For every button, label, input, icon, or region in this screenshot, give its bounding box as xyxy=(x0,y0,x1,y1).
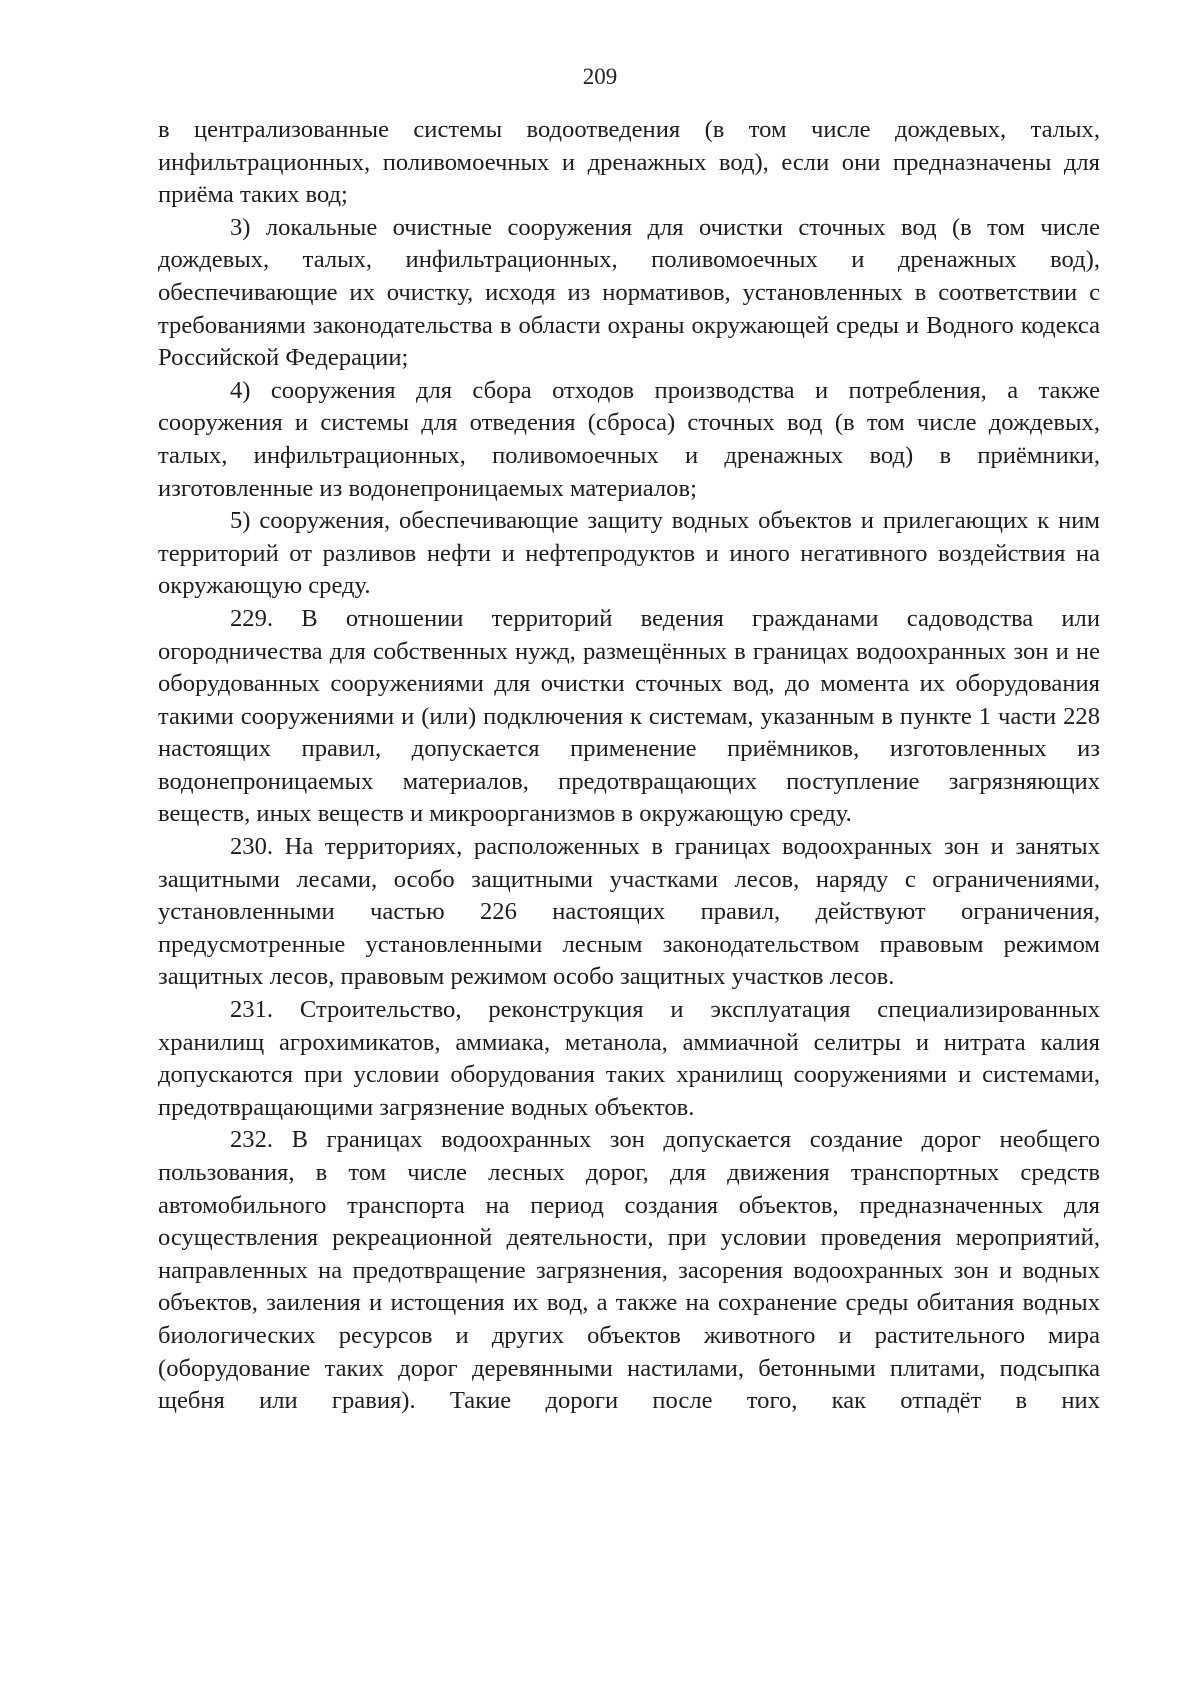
document-body xyxy=(158,114,1100,1418)
paragraph-item-4: 4) сооружения для сбора отходов производства и потребления, а также сооружения и системы для отведения (сброса) сточных вод (в том числе дождевых, талых, инфильтрационных, поливомоечных и дренажных вод) в приёмники, изготовленные из водонепроницаемых материалов; xyxy=(158,376,1100,502)
paragraph-231: 231. Строительство, реконструкция и эксплуатация специализированных хранилищ агрохимикатов, аммиака, метанола, аммиачной селитры и нитрата калия допускаются при условии оборудования таких хранилищ сооружениями и системами, предотвращающими загрязнение водных объектов. xyxy=(158,996,1100,1121)
paragraph-232: 232. В границах водоохранных зон допускается создание дорог необщего пользования, в том числе лесных дорог, для движения транспортных средств автомобильного транспорта на период создания объектов, предназначенных для осуществления рекреационной деятельности, при условии проведения мероприятий, направленных на предотвращение загрязнения, засорения водоохранных зон и водных объектов, заиления и истощения их вод, а также на сохранение среды обитания водных биологических ресурсов и других объектов животного и растительного мира (оборудование таких дорог деревянными настилами, бетонными плитами, подсыпка щебня или гравия). Такие дороги после того, как отпадёт в них xyxy=(158,1126,1100,1415)
paragraph-continuation: в централизованные системы водоотведения (в том числе дождевых, талых, инфильтрационных, поливомоечных и дренажных вод), если они предназначены для приёма таких вод; xyxy=(158,116,1100,209)
paragraph-item-3: 3) локальные очистные сооружения для очистки сточных вод (в том числе дождевых, талых, инфильтрационных, поливомоечных и дренажных вод), обеспечивающие их очистку, исходя из нормативов, установленных в соответствии с требованиями законодательства в области охраны окружающей среды и Водного кодекса Российской Федерации; xyxy=(158,213,1100,372)
paragraph-item-5: 5) сооружения, обеспечивающие защиту водных объектов и прилегающих к ним территорий от разливов нефти и нефтепродуктов и иного негативного воздействия на окружающую среду. xyxy=(158,507,1100,600)
page-number: 209 xyxy=(582,64,618,89)
paragraph-230: 230. На территориях, расположенных в границах водоохранных зон и занятых защитными лесами, особо защитными участками лесов, наряду с ограничениями, установленными частью 226 настоящих правил, действуют ограничения, предусмотренные установленными лесным законодательством правовым режимом защитных лесов, правовым режимом особо защитных участков лесов. xyxy=(158,833,1100,991)
paragraph-229: 229. В отношении территорий ведения гражданами садоводства или огородничества для собственных нужд, размещённых в границах водоохранных зон и не оборудованных сооружениями для очистки сточных вод, до момента их оборудования такими сооружениями и (или) подключения к системам, указанным в пункте 1 части 228 настоящих правил, допускается применение приёмников, изготовленных из водонепроницаемых материалов, предотвращающих поступление загрязняющих веществ, иных веществ и микроорганизмов в окружающую среду. xyxy=(158,604,1100,828)
